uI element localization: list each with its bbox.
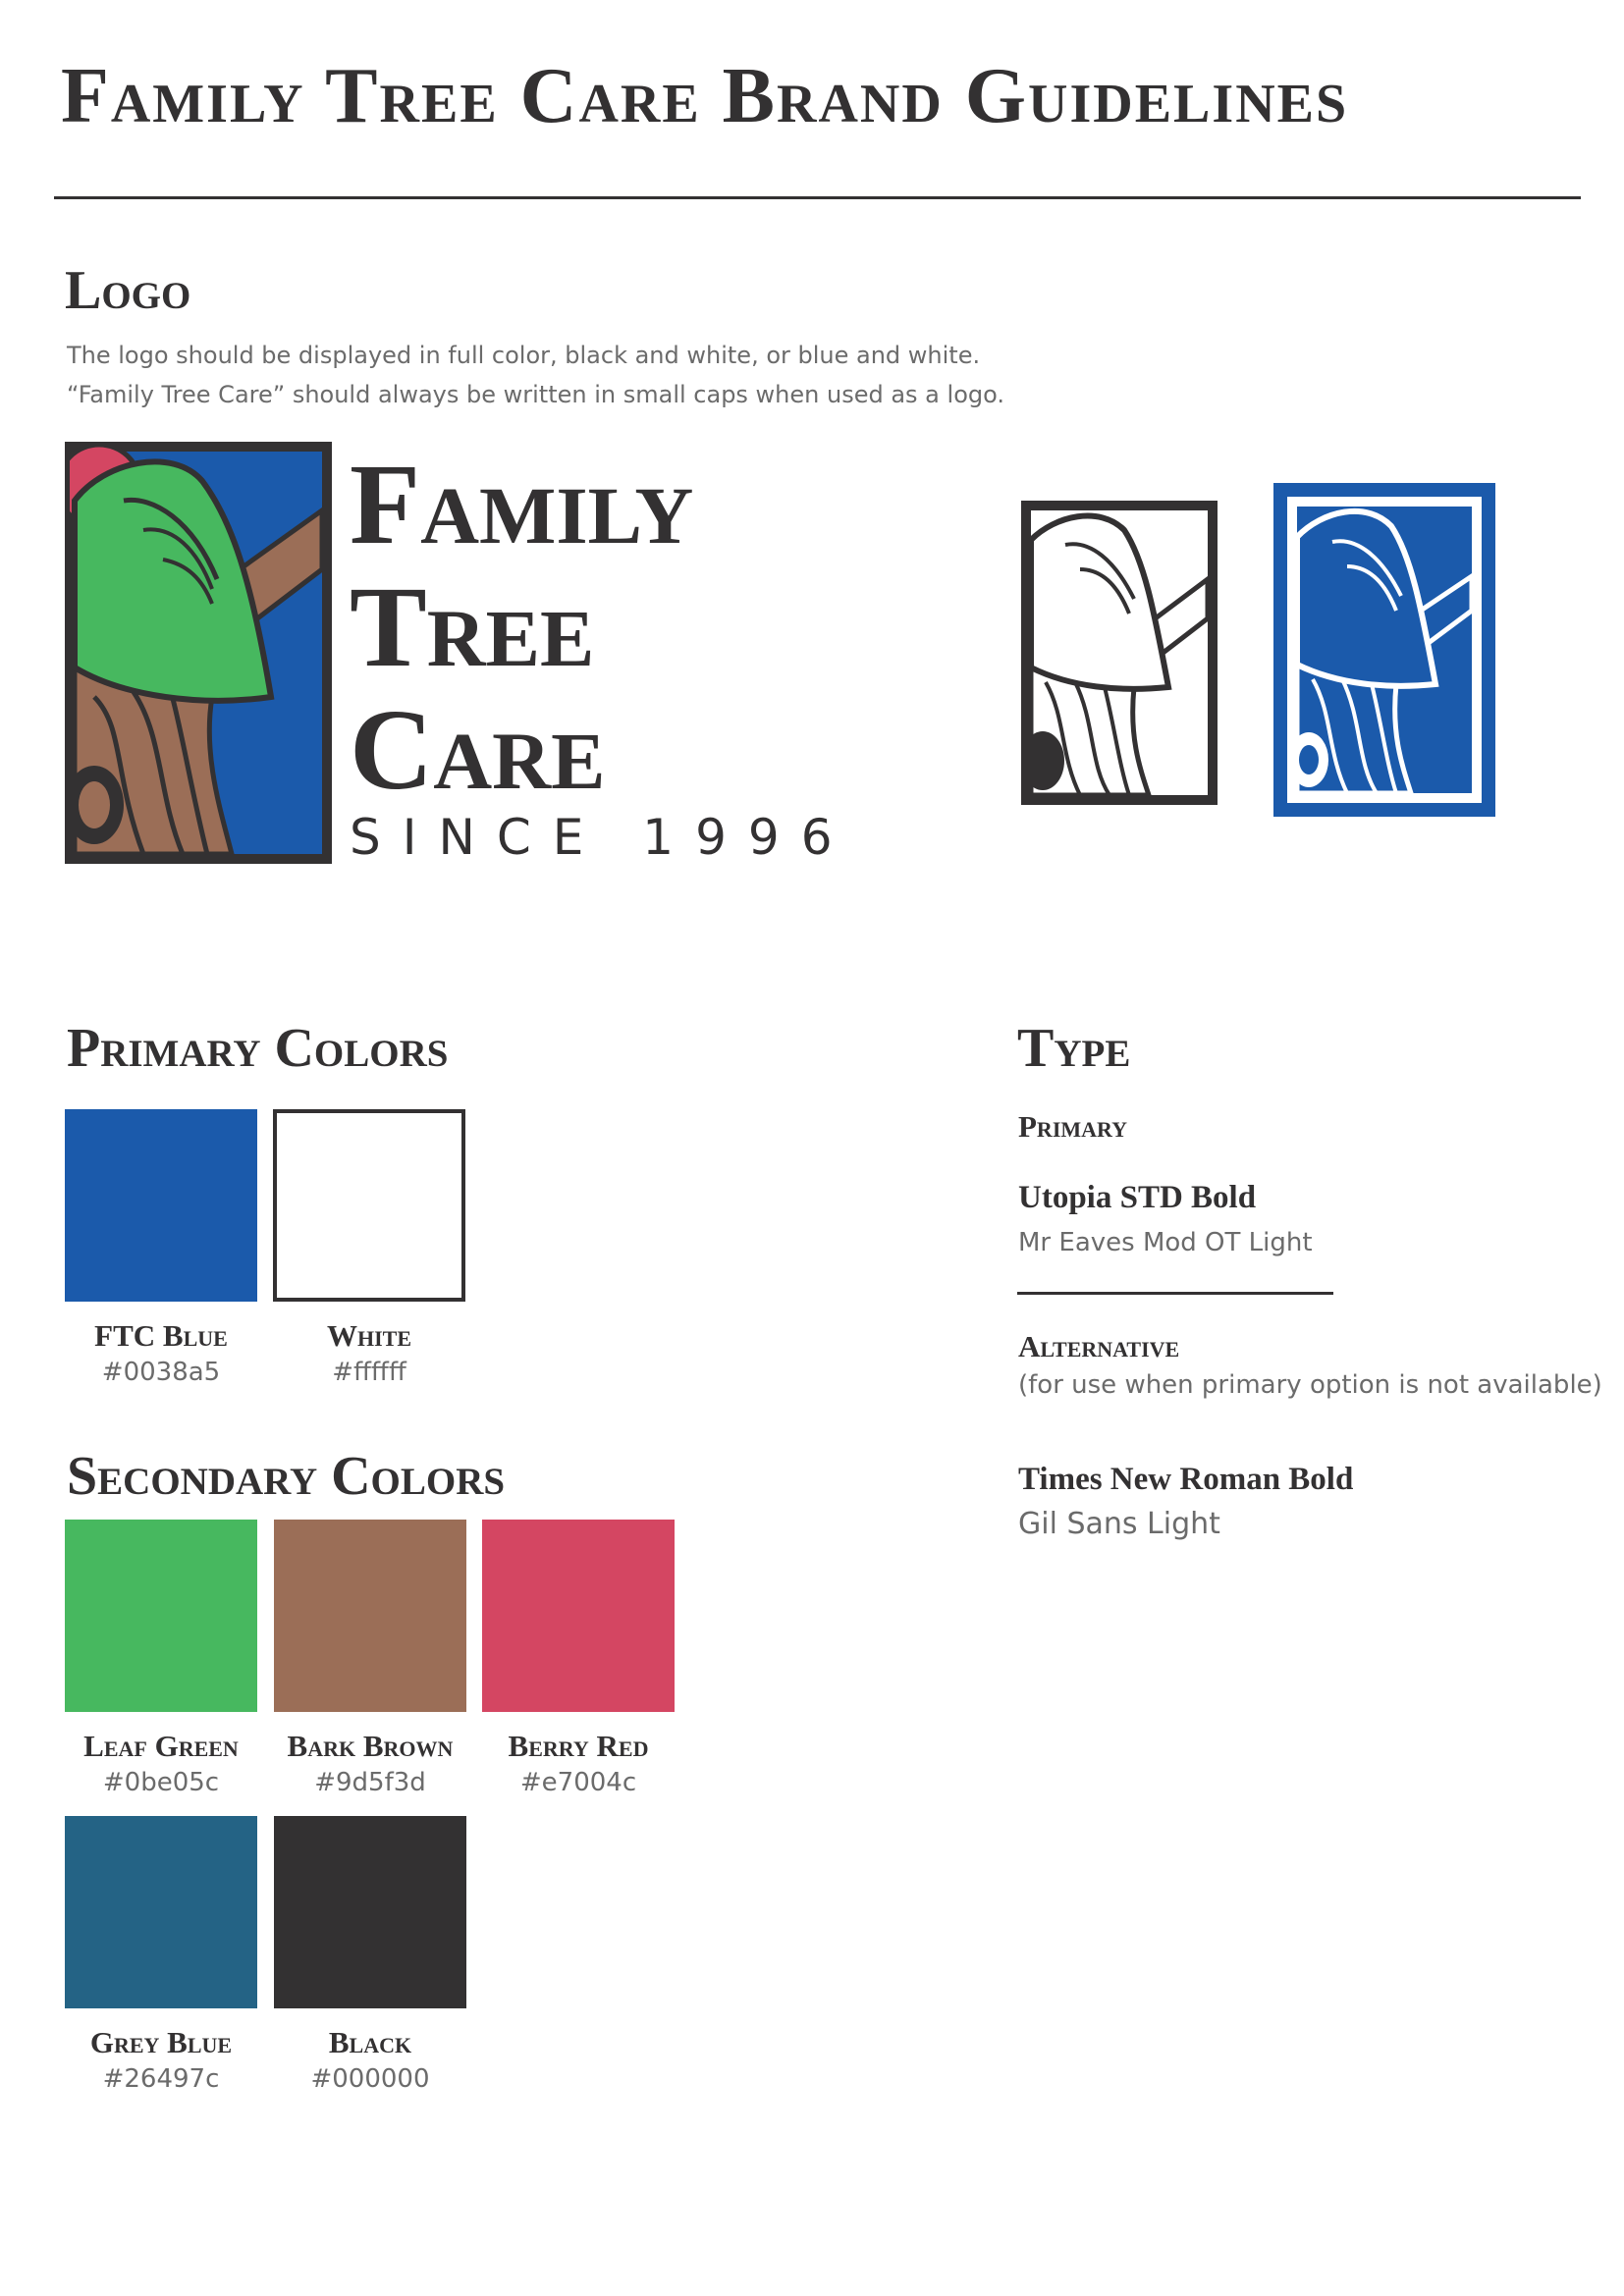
type-section-heading: Type <box>1017 1018 1131 1079</box>
page-title: Family Tree Care Brand Guidelines <box>61 53 1349 139</box>
primary-body-font: Mr Eaves Mod OT Light <box>1018 1228 1313 1257</box>
color-swatch-name: Leaf Green <box>83 1729 239 1763</box>
title-divider <box>54 196 1581 199</box>
alternative-heading-font: Times New Roman Bold <box>1018 1462 1354 1497</box>
logo-description-line-1: The logo should be displayed in full color, black and white, or blue and white. <box>67 342 981 369</box>
alternative-note: (for use when primary option is not available) <box>1018 1370 1602 1400</box>
logo-description-line-2: “Family Tree Care” should always be written in small caps when used as a logo. <box>67 381 1004 408</box>
color-swatch <box>482 1520 675 1712</box>
color-swatch-hex: #26497c <box>102 2064 220 2094</box>
secondary-colors-heading: Secondary Colors <box>67 1446 506 1507</box>
wordmark-care: Care <box>350 685 606 814</box>
color-swatch-hex: #9d5f3d <box>314 1768 426 1797</box>
color-swatch-name: Bark Brown <box>287 1729 454 1763</box>
color-swatch-name: Grey Blue <box>89 2025 233 2059</box>
black-and-white-logo-icon <box>1021 501 1218 805</box>
logo-section-heading: Logo <box>65 260 191 321</box>
wordmark-tagline: SINCE 1996 <box>350 809 854 866</box>
wordmark-tree: Tree <box>350 562 595 691</box>
primary-heading-font: Utopia STD Bold <box>1018 1180 1257 1215</box>
color-swatch-name: Berry Red <box>508 1729 649 1763</box>
color-swatch-hex: #0038a5 <box>101 1358 221 1387</box>
type-primary-label: Primary <box>1018 1109 1128 1144</box>
color-swatch-name: White <box>326 1318 412 1353</box>
color-swatch-hex: #e7004c <box>519 1768 637 1797</box>
wordmark-family: Family <box>350 440 694 568</box>
type-divider <box>1017 1292 1333 1295</box>
color-swatch-hex: #000000 <box>310 2064 430 2094</box>
alternative-body-font: Gil Sans Light <box>1018 1507 1220 1541</box>
color-swatch <box>65 1109 257 1302</box>
color-swatch-name: Black <box>328 2025 412 2059</box>
primary-colors-heading: Primary Colors <box>67 1018 449 1079</box>
blue-and-white-logo-icon <box>1273 483 1495 817</box>
type-alternative-label: Alternative <box>1018 1329 1180 1363</box>
full-color-logo-icon <box>65 442 332 864</box>
color-swatch <box>274 1816 466 2008</box>
color-swatch <box>65 1816 257 2008</box>
color-swatch <box>65 1520 257 1712</box>
color-swatch-hex: #0be05c <box>102 1768 220 1797</box>
color-swatch <box>273 1109 465 1302</box>
color-swatch-hex: #ffffff <box>332 1358 406 1387</box>
color-swatch-name: FTC Blue <box>94 1318 228 1353</box>
color-swatch <box>274 1520 466 1712</box>
logo-description <box>67 336 1004 414</box>
